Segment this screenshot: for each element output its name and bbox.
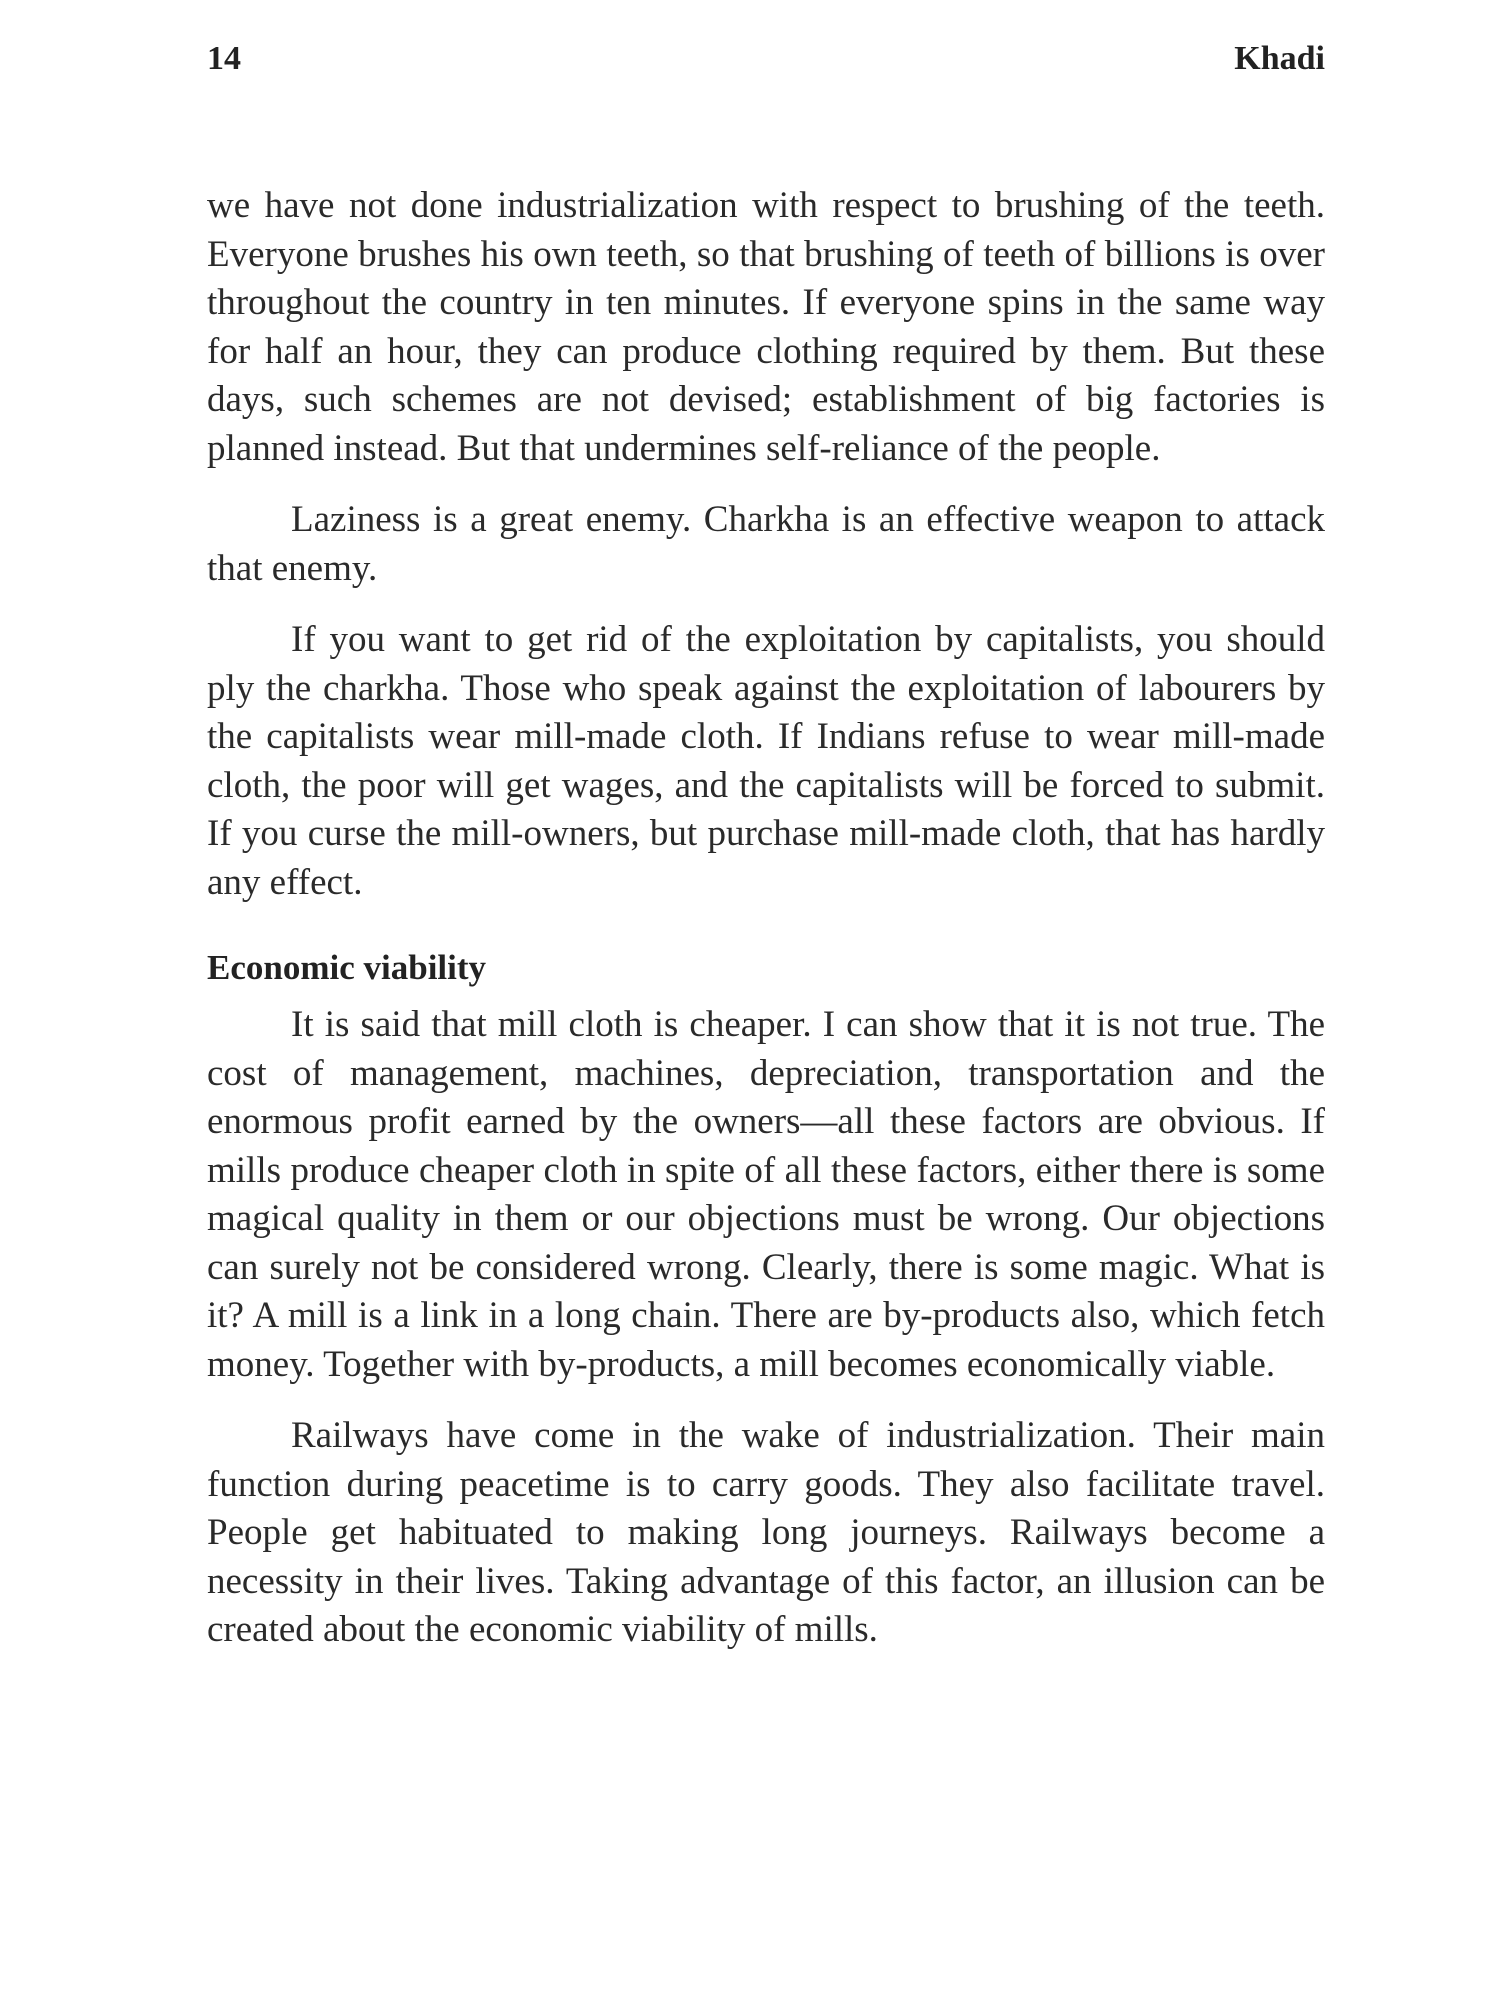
book-page <box>207 40 1325 1655</box>
running-title: Khadi <box>1234 40 1325 77</box>
paragraph-laziness: Laziness is a great enemy. Charkha is an effective weapon to attack that enemy. <box>207 499 1325 589</box>
page-number: 14 <box>207 40 241 77</box>
paragraph-railways: Railways have come in the wake of industrialization. Their main function during peacetime is to carry goods. They also facilitate travel. People get habituated to making long journeys. Railways become a necessity in their lives. Taking advantage of this factor, an illusion can be created about the economic viability of mills. <box>207 1415 1325 1650</box>
paragraph-mill-cloth: It is said that mill cloth is cheaper. I can show that it is not true. The cost of management, machines, depreciation, transportation and the enormous profit earned by the owners—all these factors are obvious. If mills produce cheaper cloth in spite of all these factors, either there is some magical quality in them or our objections must be wrong. Our objections can surely not be considered wrong. Clearly, there is some magic. What is it? A mill is a link in a long chain. There are by-products also, which fetch money. Together with by-products, a mill becomes economically viable. <box>207 1004 1325 1385</box>
paragraph-exploitation: If you want to get rid of the exploitation by capitalists, you should ply the charkha. Those who speak against the exploitation of labourers by the capitalists wear mill-made cloth. If Indians refuse to wear mill-made cloth, the poor will get wages, and the capitalists will be forced to submit. If you curse the mill-owners, but purchase mill-made cloth, that has hardly any effect. <box>207 619 1325 903</box>
section-heading: Economic viability <box>207 948 487 987</box>
paragraph-continued: we have not done industrialization with respect to brushing of the teeth. Everyone brushes his own teeth, so that brushing of teeth of billions is over throughout the country in ten minutes. If everyone spins in the same way for half an hour, they can produce clothing required by them. But these days, such schemes are not devised; establishment of big factories is planned instead. But that undermines self-reliance of the people. <box>207 185 1325 469</box>
running-head <box>207 40 1325 96</box>
